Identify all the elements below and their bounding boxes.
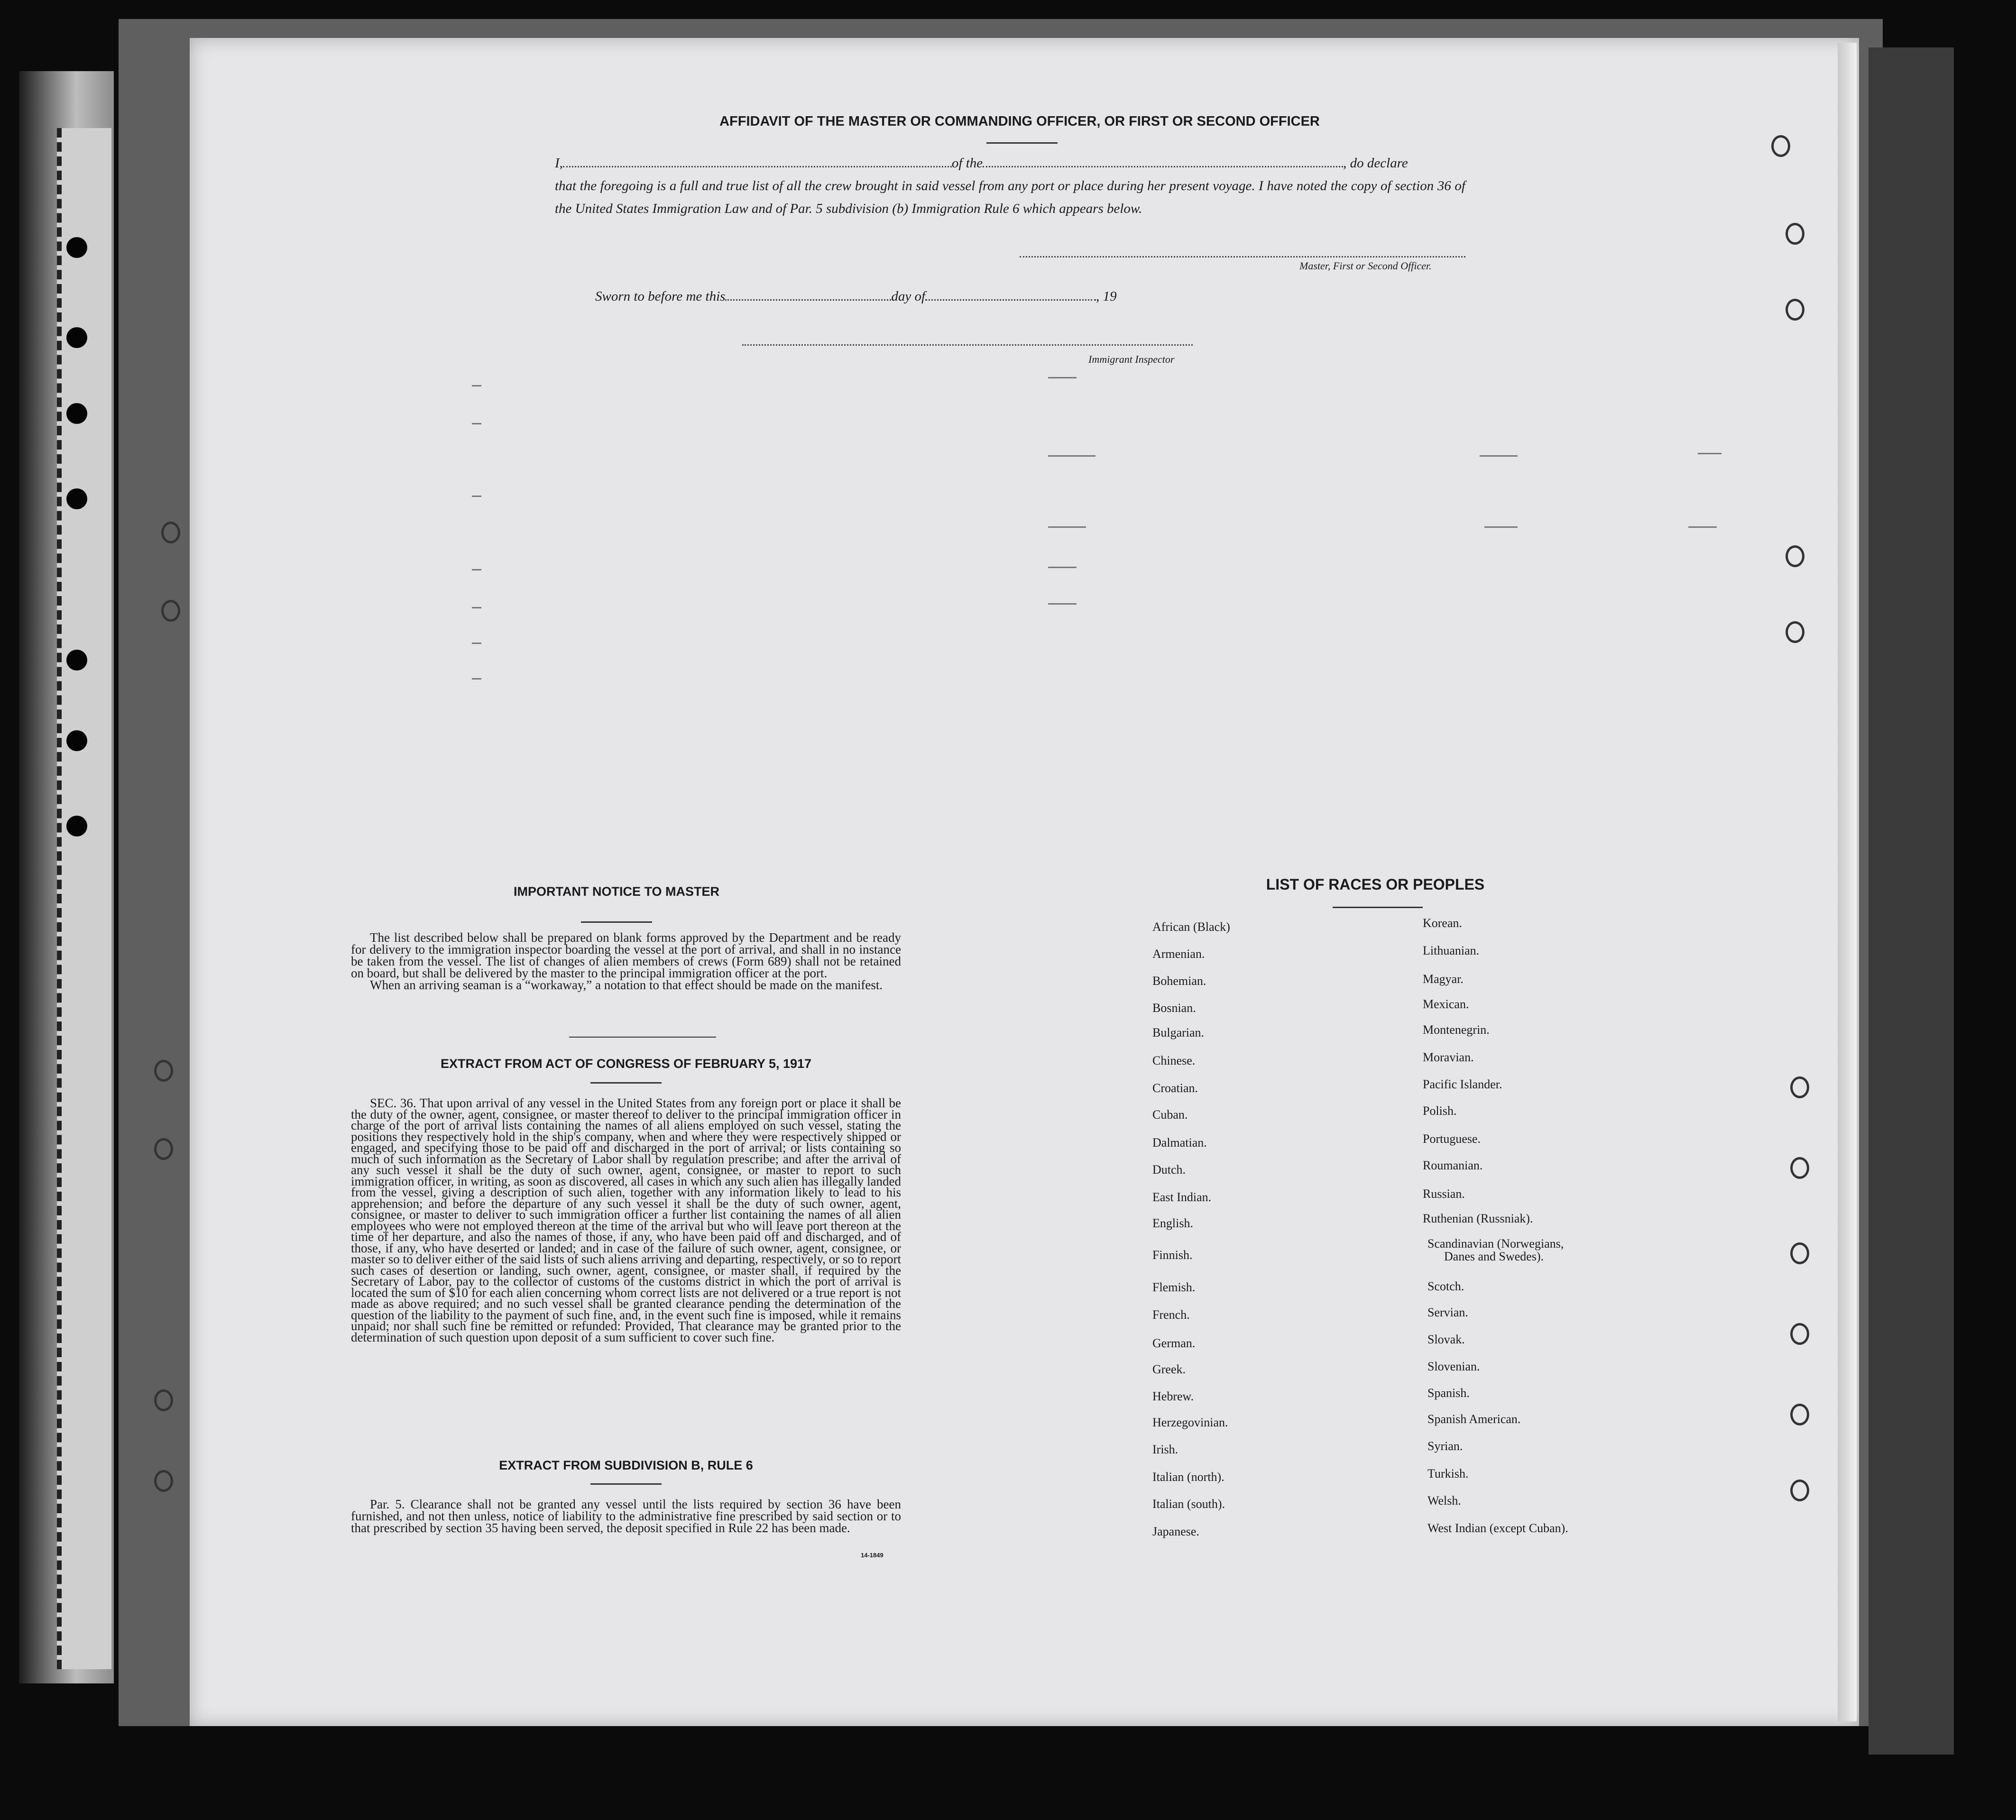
race-item: African (Black) [1152, 920, 1230, 934]
punch-hole [1786, 545, 1804, 567]
race-item: German. [1152, 1336, 1196, 1350]
punch-hole [1790, 1404, 1809, 1425]
race-item: Croatian. [1152, 1081, 1198, 1095]
race-item: Dutch. [1152, 1163, 1186, 1177]
bleed-mark [472, 496, 481, 497]
bleed-mark [1698, 453, 1721, 454]
race-item: Lithuanian. [1423, 944, 1480, 957]
race-item: Roumanian. [1423, 1158, 1483, 1172]
notice-para-2: When an arriving seaman is a “workaway,” a notation to that effect should be made on the manifest. [370, 978, 883, 992]
race-item: Japanese. [1152, 1525, 1199, 1538]
punch-hole [161, 522, 180, 543]
vessel-blank[interactable] [983, 154, 1343, 167]
race-item: Greek. [1152, 1362, 1186, 1376]
notice-para-1: The list described below shall be prepared on blank forms approved by the Department and be ready for delivery to the immigration inspector boarding the vessel at the port of arrival, and shall in no instance be taken from the vessel. The list of changes of alien members of crews (Form 689) shall not be retained on board, but shall be delivered by the master to the principal immigration officer at the port. [351, 930, 901, 980]
race-item: Spanish American. [1427, 1412, 1521, 1426]
sworn-mid: day of [891, 289, 926, 304]
sworn-line [595, 287, 1117, 304]
punch-hole [1790, 1157, 1809, 1179]
inspector-signature-line[interactable] [742, 344, 1193, 346]
sworn-month-blank[interactable] [925, 287, 1096, 301]
punch-hole [1790, 1076, 1809, 1098]
race-item: Ruthenian (Russniak). [1423, 1212, 1533, 1225]
sworn-start: Sworn to before me this [595, 289, 726, 304]
race-item: Finnish. [1152, 1248, 1193, 1262]
page-edge [1838, 43, 1857, 1721]
race-item: Turkish. [1427, 1467, 1469, 1480]
extract-act-title: EXTRACT FROM ACT OF CONGRESS OF FEBRUARY 5, 1917 [440, 1057, 812, 1071]
par-5-text: Par. 5. Clearance shall not be granted any vessel until the lists required by section 36 have been furnished, and not then unless, notice of liability to the administrative fine prescribed by said section or to that prescribed by section 35 having been served, the deposit specified in Rule 22 has been made. [351, 1497, 901, 1535]
bleed-mark [472, 678, 481, 680]
title-rule [986, 142, 1058, 144]
race-item: Magyar. [1423, 972, 1464, 986]
race-item: Scotch. [1427, 1279, 1464, 1293]
binder-edge [57, 128, 111, 1669]
binder-hole [66, 650, 87, 671]
bleed-mark [1480, 455, 1518, 457]
race-item: Scandinavian (Norwegians, [1427, 1237, 1564, 1250]
bleed-mark [472, 385, 481, 386]
bleed-mark [1048, 377, 1077, 378]
sworn-day-blank[interactable] [725, 287, 891, 301]
race-item: Armenian. [1152, 947, 1205, 961]
race-item: Russian. [1423, 1187, 1465, 1201]
race-item: Herzegovinian. [1152, 1416, 1228, 1429]
section-36-text: SEC. 36. That upon arrival of any vessel in the United States from any foreign port or place it shall be the duty of the owner, agent, consignee, or master thereof to deliver to the principal immigration officer in charge of the port of arrival lists containing the names of all aliens employed on such vessel, stating the positions they respectively hold in the ship's company, when and where they were respectively shipped or engaged, and specifying those to be paid off and discharged in the port of arrival; or lists containing so much of such information as the Secretary of Labor shall by regulation prescribe; and after the arrival of any such vessel it shall be the duty of such owner, agent, consignee, or master to report to such immigration officer, in writing, as soon as discovered, all cases in which any such alien has illegally landed from the vessel, giving a description of such alien, together with any information likely to lead to his apprehension; and before the departure of any such vessel it shall be the duty of such owner, agent, consignee, or master to deliver to such immigration officer a further list containing the names of all alien employees who were not employed thereon at the time of the arrival but who will leave port thereon at the time of her departure, and also the names of those, if any, who have been paid off and discharged, and of those, if any, who have deserted or landed; and in case of the failure of such owner, agent, consignee, or master so to deliver either of the said lists of such aliens arriving and departing, respectively, or so to report such cases of desertion or landing, such owner, agent, consignee, or master shall, if required by the Secretary of Labor, pay to the collector of customs of the customs district in which the port of arrival is located the sum of $10 for each alien concerning whom correct lists are not delivered or a true report is not made as above required; and no such vessel shall be granted clearance pending the determination of the question of the liability to the payment of such fine, and, in the event such fine is imposed, while it remains unpaid; nor shall such fine be remitted or refunded: Provided, That clearance may be granted prior to the determination of such question upon deposit of a sum sufficient to cover such fine. [351, 1096, 901, 1344]
notice-title: IMPORTANT NOTICE TO MASTER [514, 884, 719, 899]
race-item: Chinese. [1152, 1054, 1196, 1067]
declaration-i: I, [555, 156, 563, 171]
race-item: Bohemian. [1152, 974, 1206, 988]
race-item: Moravian. [1423, 1050, 1474, 1064]
bleed-mark [472, 569, 481, 570]
race-item: Syrian. [1427, 1439, 1463, 1453]
notice-rule [581, 921, 652, 923]
race-item: Flemish. [1152, 1280, 1196, 1294]
race-item: Italian (south). [1152, 1497, 1225, 1511]
signature-line[interactable] [1020, 256, 1465, 257]
race-item: West Indian (except Cuban). [1427, 1521, 1568, 1535]
section-rule [569, 1037, 716, 1038]
declaration-line [555, 152, 1465, 175]
punch-hole [161, 600, 180, 622]
races-rule [1333, 907, 1423, 908]
bleed-mark [1048, 455, 1095, 457]
extract-rule-rule [590, 1483, 662, 1485]
sworn-year: , 19 [1096, 289, 1117, 304]
punch-hole [154, 1138, 173, 1160]
right-strip [1869, 47, 1954, 1755]
punch-hole [1771, 135, 1790, 157]
name-blank[interactable] [563, 154, 952, 167]
race-item-continued: Danes and Swedes). [1444, 1250, 1544, 1263]
bleed-mark [472, 423, 481, 424]
punch-hole [1786, 299, 1804, 321]
binder-hole [66, 730, 87, 751]
punch-hole [154, 1389, 173, 1411]
bleed-mark [1048, 603, 1077, 605]
bleed-mark [472, 643, 481, 644]
race-item: East Indian. [1152, 1190, 1212, 1204]
signature-caption: Master, First or Second Officer. [1299, 260, 1432, 272]
punch-hole [154, 1470, 173, 1492]
declaration-body: that the foregoing is a full and true list of all the crew brought in said vessel from any port or place during her present voyage. I have noted the copy of section 36 of the United States Immigration Law and of Par. 5 subdivision (b) Immigration Rule 6 which appears below. [555, 178, 1465, 216]
bleed-mark [472, 607, 481, 608]
bleed-mark [1484, 526, 1518, 528]
binder-hole [66, 816, 87, 836]
extract-act-body [351, 1098, 901, 1343]
affidavit-title: AFFIDAVIT OF THE MASTER OR COMMANDING OFFICER, OR FIRST OR SECOND OFFICER [719, 114, 1320, 129]
race-item: Slovak. [1427, 1333, 1465, 1346]
binder-hole [66, 327, 87, 348]
bleed-mark [1688, 526, 1717, 528]
race-item: Polish. [1423, 1104, 1457, 1118]
extract-rule-body [351, 1498, 901, 1534]
declaration-of-the: of the [951, 156, 983, 171]
punch-hole [154, 1060, 173, 1082]
form-number: 14-1849 [861, 1552, 884, 1559]
bleed-mark [1048, 567, 1077, 568]
race-item: Bulgarian. [1152, 1026, 1205, 1039]
binder-hole [66, 237, 87, 258]
race-item: Dalmatian. [1152, 1136, 1207, 1149]
binder-hole [66, 403, 87, 424]
punch-hole [1790, 1242, 1809, 1264]
race-item: Mexican. [1423, 997, 1469, 1011]
binder-hole [66, 488, 87, 509]
bleed-mark [1048, 526, 1086, 528]
declaration-end: , do declare [1343, 156, 1408, 171]
punch-hole [1786, 621, 1804, 643]
race-item: Slovenian. [1427, 1360, 1480, 1373]
race-item: Hebrew. [1152, 1389, 1194, 1403]
race-item: Welsh. [1427, 1494, 1461, 1507]
race-item: Bosnian. [1152, 1001, 1196, 1015]
extract-act-rule [590, 1082, 662, 1084]
notice-body [351, 932, 901, 991]
punch-hole [1786, 223, 1804, 245]
race-item: Korean. [1423, 916, 1463, 930]
race-item: Irish. [1152, 1443, 1178, 1456]
extract-rule-title: EXTRACT FROM SUBDIVISION B, RULE 6 [499, 1458, 753, 1472]
race-item: Servian. [1427, 1305, 1468, 1319]
race-item: Spanish. [1427, 1386, 1470, 1400]
race-item: Cuban. [1152, 1108, 1188, 1121]
race-item: English. [1152, 1216, 1193, 1230]
race-item: Portuguese. [1423, 1132, 1481, 1146]
inspector-caption: Immigrant Inspector [1088, 353, 1175, 365]
punch-hole [1790, 1323, 1809, 1345]
race-item: Pacific Islander. [1423, 1077, 1502, 1091]
race-item: Montenegrin. [1423, 1023, 1490, 1037]
affidavit-text [555, 152, 1465, 220]
races-title: LIST OF RACES OR PEOPLES [1266, 876, 1485, 893]
race-item: Italian (north). [1152, 1470, 1224, 1484]
race-item: French. [1152, 1308, 1190, 1322]
punch-hole [1790, 1480, 1809, 1501]
